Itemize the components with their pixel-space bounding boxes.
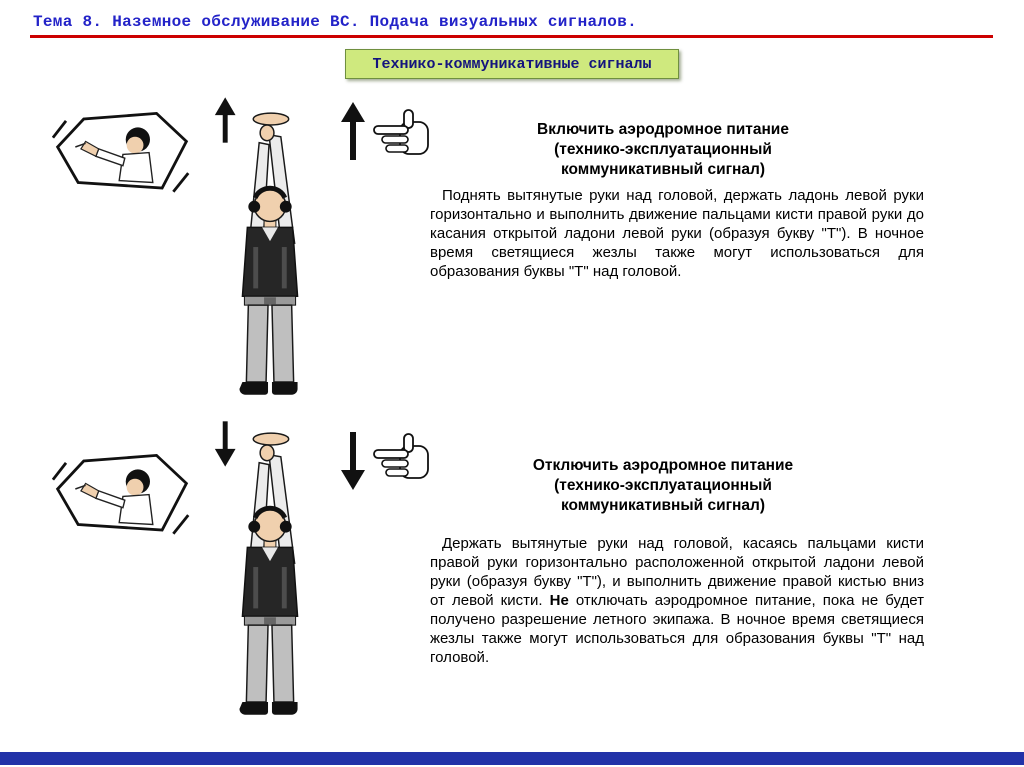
hand-signal-up-icon bbox=[340, 102, 432, 166]
hand-signal-down-icon bbox=[340, 426, 432, 490]
section-body-text: отключать аэродромное питание, пока не будет получено разрешение летного экипажа. В ночное время светящиеся жезлы также могут использоваться для образования буквы "Т" над головой. bbox=[430, 592, 924, 666]
footer-bar bbox=[0, 752, 1024, 765]
down-arrow-icon bbox=[215, 421, 236, 466]
marshaller-figure bbox=[206, 414, 334, 726]
pilot-figure bbox=[53, 113, 188, 191]
section-title: Включить аэродромное питание bbox=[537, 121, 789, 138]
section-body-bold-text: Не bbox=[549, 592, 569, 609]
section-heading bbox=[438, 120, 888, 180]
topic-banner-label: Технико-коммуникативные сигналы bbox=[372, 55, 652, 73]
hand-icon bbox=[374, 110, 428, 154]
section-subtitle: (технико-эксплуатационный коммуникативный сигнал) bbox=[554, 477, 772, 514]
down-arrow-icon bbox=[341, 432, 365, 490]
marshaller-body bbox=[239, 433, 297, 715]
marshaller-body bbox=[239, 113, 297, 395]
section-body-text: Держать вытянутые руки над головой, касаясь пальцами кисти правой руки горизонтально расположенной открытой ладони левой руки (образуя букву "Т"), и выполнить движение правой кистью вниз от левой кисти. bbox=[430, 535, 924, 609]
section-heading bbox=[438, 456, 888, 516]
section-body bbox=[430, 534, 924, 667]
marshaller-figure bbox=[206, 94, 334, 406]
up-arrow-icon bbox=[215, 97, 236, 142]
topic-banner bbox=[345, 49, 679, 79]
section-body-text: Поднять вытянутые руки над головой, держать ладонь левой руки горизонтально и выполнить движение пальцами кисти правой руки до касания открытой ладони левой руки (образуя букву "Т"). В ночное время светящиеся жезлы также могут использоваться для образования буквы "Т" над головой. bbox=[430, 187, 924, 280]
pilot-figure bbox=[53, 455, 188, 533]
slide-header-title: Тема 8. Наземное обслуживание ВС. Подача визуальных сигналов. bbox=[33, 13, 637, 31]
pilot-window-illustration bbox=[52, 450, 192, 542]
section-title: Отключить аэродромное питание bbox=[532, 457, 794, 474]
section-subtitle: (технико-эксплуатационный коммуникативный сигнал) bbox=[554, 141, 772, 178]
hand-icon bbox=[374, 434, 428, 478]
up-arrow-icon bbox=[341, 102, 365, 160]
header-underline bbox=[30, 35, 993, 38]
pilot-window-illustration bbox=[52, 108, 192, 200]
section-body bbox=[430, 186, 924, 281]
